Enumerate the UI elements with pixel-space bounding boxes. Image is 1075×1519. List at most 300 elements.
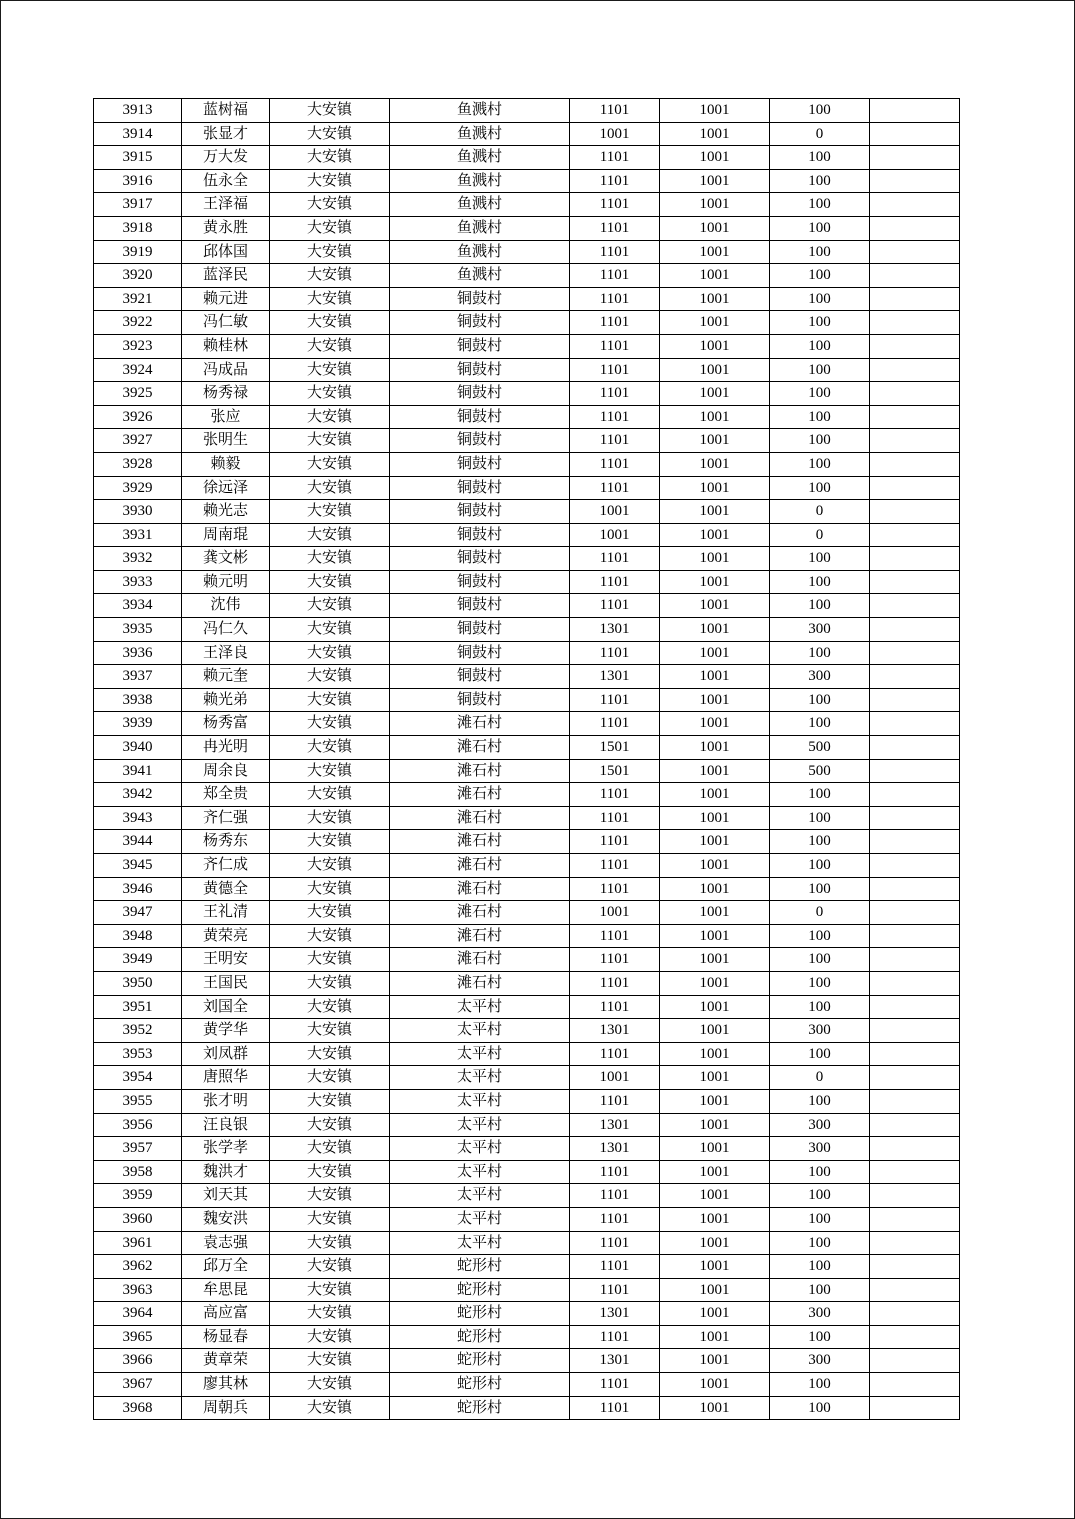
- table-row: [94, 854, 960, 878]
- cell-village: 铜鼓村: [390, 594, 570, 618]
- cell-village: 滩石村: [390, 783, 570, 807]
- cell-town: 大安镇: [270, 594, 390, 618]
- cell-amount: 100: [770, 216, 870, 240]
- cell-village: 滩石村: [390, 736, 570, 760]
- cell-serial: 3937: [94, 665, 182, 689]
- cell-code1: 1101: [570, 971, 660, 995]
- cell-amount: 100: [770, 146, 870, 170]
- cell-code1: 1101: [570, 358, 660, 382]
- table-row: [94, 712, 960, 736]
- cell-blank: [870, 1137, 960, 1161]
- cell-code1: 1301: [570, 1019, 660, 1043]
- cell-name: 龚文彬: [182, 547, 270, 571]
- cell-code1: 1101: [570, 1184, 660, 1208]
- cell-code2: 1001: [660, 1042, 770, 1066]
- cell-code2: 1001: [660, 1066, 770, 1090]
- cell-code2: 1001: [660, 1278, 770, 1302]
- cell-code1: 1101: [570, 688, 660, 712]
- cell-serial: 3947: [94, 901, 182, 925]
- cell-town: 大安镇: [270, 1278, 390, 1302]
- cell-amount: 100: [770, 193, 870, 217]
- table-row: [94, 806, 960, 830]
- cell-blank: [870, 1113, 960, 1137]
- cell-town: 大安镇: [270, 1349, 390, 1373]
- table-row: [94, 547, 960, 571]
- cell-name: 杨秀富: [182, 712, 270, 736]
- cell-code1: 1101: [570, 334, 660, 358]
- cell-code2: 1001: [660, 429, 770, 453]
- cell-code2: 1001: [660, 382, 770, 406]
- cell-serial: 3957: [94, 1137, 182, 1161]
- cell-blank: [870, 358, 960, 382]
- cell-blank: [870, 382, 960, 406]
- cell-code2: 1001: [660, 901, 770, 925]
- cell-code1: 1101: [570, 948, 660, 972]
- cell-code2: 1001: [660, 712, 770, 736]
- cell-serial: 3942: [94, 783, 182, 807]
- cell-name: 张学孝: [182, 1137, 270, 1161]
- cell-code2: 1001: [660, 971, 770, 995]
- cell-blank: [870, 688, 960, 712]
- cell-name: 张显才: [182, 122, 270, 146]
- cell-serial: 3923: [94, 334, 182, 358]
- cell-town: 大安镇: [270, 665, 390, 689]
- cell-code1: 1101: [570, 1255, 660, 1279]
- cell-code1: 1301: [570, 618, 660, 642]
- cell-code1: 1001: [570, 500, 660, 524]
- cell-code2: 1001: [660, 1184, 770, 1208]
- cell-town: 大安镇: [270, 1373, 390, 1397]
- cell-code2: 1001: [660, 122, 770, 146]
- cell-code2: 1001: [660, 806, 770, 830]
- cell-code1: 1301: [570, 1349, 660, 1373]
- cell-blank: [870, 594, 960, 618]
- cell-code2: 1001: [660, 1373, 770, 1397]
- cell-name: 黄章荣: [182, 1349, 270, 1373]
- cell-village: 铜鼓村: [390, 429, 570, 453]
- cell-blank: [870, 665, 960, 689]
- cell-town: 大安镇: [270, 901, 390, 925]
- cell-code2: 1001: [660, 665, 770, 689]
- cell-town: 大安镇: [270, 1302, 390, 1326]
- cell-town: 大安镇: [270, 193, 390, 217]
- cell-code2: 1001: [660, 358, 770, 382]
- table-row: [94, 1207, 960, 1231]
- cell-name: 张才明: [182, 1089, 270, 1113]
- table-row: [94, 594, 960, 618]
- cell-town: 大安镇: [270, 1396, 390, 1420]
- cell-code1: 1101: [570, 995, 660, 1019]
- cell-name: 张明生: [182, 429, 270, 453]
- cell-town: 大安镇: [270, 806, 390, 830]
- cell-name: 王国民: [182, 971, 270, 995]
- cell-town: 大安镇: [270, 500, 390, 524]
- cell-blank: [870, 1019, 960, 1043]
- cell-name: 邱体国: [182, 240, 270, 264]
- cell-town: 大安镇: [270, 476, 390, 500]
- cell-code2: 1001: [660, 854, 770, 878]
- cell-village: 铜鼓村: [390, 523, 570, 547]
- cell-name: 刘天其: [182, 1184, 270, 1208]
- cell-blank: [870, 1325, 960, 1349]
- cell-amount: 300: [770, 618, 870, 642]
- cell-town: 大安镇: [270, 783, 390, 807]
- cell-village: 铜鼓村: [390, 570, 570, 594]
- table-body: [94, 99, 960, 1420]
- cell-blank: [870, 1278, 960, 1302]
- cell-amount: 100: [770, 877, 870, 901]
- cell-code2: 1001: [660, 146, 770, 170]
- roster-table-container: [93, 98, 960, 1420]
- cell-code1: 1101: [570, 311, 660, 335]
- cell-village: 滩石村: [390, 806, 570, 830]
- cell-serial: 3946: [94, 877, 182, 901]
- table-row: [94, 759, 960, 783]
- cell-town: 大安镇: [270, 405, 390, 429]
- cell-code1: 1101: [570, 1373, 660, 1397]
- cell-blank: [870, 193, 960, 217]
- cell-serial: 3944: [94, 830, 182, 854]
- cell-amount: 100: [770, 240, 870, 264]
- cell-name: 黄学华: [182, 1019, 270, 1043]
- cell-blank: [870, 854, 960, 878]
- cell-town: 大安镇: [270, 169, 390, 193]
- table-row: [94, 1373, 960, 1397]
- cell-name: 齐仁成: [182, 854, 270, 878]
- cell-name: 廖其林: [182, 1373, 270, 1397]
- cell-name: 赖元奎: [182, 665, 270, 689]
- cell-serial: 3961: [94, 1231, 182, 1255]
- cell-name: 赖光志: [182, 500, 270, 524]
- cell-serial: 3924: [94, 358, 182, 382]
- cell-serial: 3968: [94, 1396, 182, 1420]
- cell-town: 大安镇: [270, 1184, 390, 1208]
- cell-code1: 1101: [570, 1278, 660, 1302]
- table-row: [94, 1184, 960, 1208]
- cell-village: 太平村: [390, 1042, 570, 1066]
- cell-village: 铜鼓村: [390, 452, 570, 476]
- cell-amount: 100: [770, 995, 870, 1019]
- cell-town: 大安镇: [270, 122, 390, 146]
- cell-village: 铜鼓村: [390, 334, 570, 358]
- cell-serial: 3930: [94, 500, 182, 524]
- cell-village: 滩石村: [390, 948, 570, 972]
- cell-name: 冯仁敏: [182, 311, 270, 335]
- cell-amount: 100: [770, 1396, 870, 1420]
- cell-name: 刘凤群: [182, 1042, 270, 1066]
- cell-name: 蓝泽民: [182, 264, 270, 288]
- cell-code2: 1001: [660, 216, 770, 240]
- cell-amount: 100: [770, 311, 870, 335]
- cell-town: 大安镇: [270, 641, 390, 665]
- cell-code1: 1101: [570, 287, 660, 311]
- cell-amount: 100: [770, 169, 870, 193]
- cell-village: 太平村: [390, 1089, 570, 1113]
- cell-village: 滩石村: [390, 924, 570, 948]
- cell-code2: 1001: [660, 1160, 770, 1184]
- cell-code2: 1001: [660, 736, 770, 760]
- cell-village: 鱼溅村: [390, 193, 570, 217]
- cell-blank: [870, 146, 960, 170]
- table-row: [94, 901, 960, 925]
- cell-town: 大安镇: [270, 948, 390, 972]
- cell-blank: [870, 287, 960, 311]
- cell-code2: 1001: [660, 1113, 770, 1137]
- table-row: [94, 264, 960, 288]
- cell-blank: [870, 240, 960, 264]
- cell-amount: 0: [770, 1066, 870, 1090]
- cell-amount: 100: [770, 1255, 870, 1279]
- cell-name: 冯成品: [182, 358, 270, 382]
- table-row: [94, 240, 960, 264]
- cell-village: 铜鼓村: [390, 358, 570, 382]
- table-row: [94, 334, 960, 358]
- cell-name: 黄德全: [182, 877, 270, 901]
- cell-town: 大安镇: [270, 1066, 390, 1090]
- cell-code2: 1001: [660, 759, 770, 783]
- cell-code2: 1001: [660, 452, 770, 476]
- table-row: [94, 1255, 960, 1279]
- cell-code1: 1101: [570, 783, 660, 807]
- cell-amount: 100: [770, 264, 870, 288]
- cell-serial: 3932: [94, 547, 182, 571]
- cell-amount: 100: [770, 712, 870, 736]
- cell-name: 周朝兵: [182, 1396, 270, 1420]
- table-row: [94, 1278, 960, 1302]
- cell-name: 魏洪才: [182, 1160, 270, 1184]
- cell-amount: 300: [770, 1019, 870, 1043]
- table-row: [94, 523, 960, 547]
- table-row: [94, 1019, 960, 1043]
- cell-town: 大安镇: [270, 688, 390, 712]
- cell-blank: [870, 901, 960, 925]
- cell-code2: 1001: [660, 594, 770, 618]
- cell-code1: 1101: [570, 1042, 660, 1066]
- cell-village: 铜鼓村: [390, 500, 570, 524]
- cell-name: 黄荣亮: [182, 924, 270, 948]
- table-row: [94, 1349, 960, 1373]
- cell-name: 王泽良: [182, 641, 270, 665]
- cell-code1: 1101: [570, 924, 660, 948]
- cell-code2: 1001: [660, 1137, 770, 1161]
- cell-code2: 1001: [660, 240, 770, 264]
- table-row: [94, 146, 960, 170]
- cell-village: 铜鼓村: [390, 641, 570, 665]
- cell-code2: 1001: [660, 476, 770, 500]
- cell-blank: [870, 806, 960, 830]
- cell-serial: 3958: [94, 1160, 182, 1184]
- cell-blank: [870, 1184, 960, 1208]
- cell-serial: 3915: [94, 146, 182, 170]
- cell-amount: 0: [770, 523, 870, 547]
- table-row: [94, 1302, 960, 1326]
- cell-name: 杨秀东: [182, 830, 270, 854]
- cell-amount: 100: [770, 570, 870, 594]
- cell-blank: [870, 712, 960, 736]
- cell-blank: [870, 547, 960, 571]
- cell-blank: [870, 429, 960, 453]
- cell-name: 伍永全: [182, 169, 270, 193]
- cell-town: 大安镇: [270, 240, 390, 264]
- cell-town: 大安镇: [270, 877, 390, 901]
- table-row: [94, 476, 960, 500]
- cell-blank: [870, 830, 960, 854]
- cell-town: 大安镇: [270, 1137, 390, 1161]
- table-row: [94, 405, 960, 429]
- cell-blank: [870, 122, 960, 146]
- cell-village: 铜鼓村: [390, 405, 570, 429]
- table-row: [94, 1396, 960, 1420]
- cell-name: 高应富: [182, 1302, 270, 1326]
- table-row: [94, 783, 960, 807]
- cell-blank: [870, 1066, 960, 1090]
- cell-blank: [870, 877, 960, 901]
- cell-serial: 3936: [94, 641, 182, 665]
- table-row: [94, 618, 960, 642]
- cell-blank: [870, 1089, 960, 1113]
- cell-serial: 3927: [94, 429, 182, 453]
- table-row: [94, 287, 960, 311]
- cell-code2: 1001: [660, 1019, 770, 1043]
- cell-code1: 1301: [570, 665, 660, 689]
- table-row: [94, 830, 960, 854]
- cell-village: 太平村: [390, 1113, 570, 1137]
- cell-code1: 1101: [570, 594, 660, 618]
- table-row: [94, 122, 960, 146]
- cell-name: 冉光明: [182, 736, 270, 760]
- cell-town: 大安镇: [270, 216, 390, 240]
- cell-name: 邱万全: [182, 1255, 270, 1279]
- cell-name: 赖元进: [182, 287, 270, 311]
- cell-town: 大安镇: [270, 854, 390, 878]
- cell-code2: 1001: [660, 618, 770, 642]
- cell-code1: 1101: [570, 169, 660, 193]
- table-row: [94, 1231, 960, 1255]
- cell-amount: 100: [770, 1089, 870, 1113]
- cell-serial: 3917: [94, 193, 182, 217]
- cell-code2: 1001: [660, 1231, 770, 1255]
- cell-village: 鱼溅村: [390, 169, 570, 193]
- cell-amount: 300: [770, 665, 870, 689]
- cell-code2: 1001: [660, 641, 770, 665]
- cell-amount: 100: [770, 806, 870, 830]
- cell-name: 周南琨: [182, 523, 270, 547]
- cell-blank: [870, 641, 960, 665]
- cell-blank: [870, 334, 960, 358]
- cell-code2: 1001: [660, 1089, 770, 1113]
- cell-blank: [870, 1373, 960, 1397]
- cell-code1: 1101: [570, 877, 660, 901]
- cell-town: 大安镇: [270, 1325, 390, 1349]
- cell-name: 沈伟: [182, 594, 270, 618]
- cell-serial: 3954: [94, 1066, 182, 1090]
- cell-town: 大安镇: [270, 736, 390, 760]
- cell-town: 大安镇: [270, 547, 390, 571]
- cell-amount: 100: [770, 99, 870, 123]
- cell-amount: 0: [770, 901, 870, 925]
- cell-name: 徐远泽: [182, 476, 270, 500]
- cell-blank: [870, 948, 960, 972]
- cell-name: 王礼清: [182, 901, 270, 925]
- cell-amount: 300: [770, 1349, 870, 1373]
- cell-amount: 100: [770, 948, 870, 972]
- cell-name: 齐仁强: [182, 806, 270, 830]
- cell-serial: 3956: [94, 1113, 182, 1137]
- cell-town: 大安镇: [270, 99, 390, 123]
- cell-village: 滩石村: [390, 712, 570, 736]
- table-row: [94, 995, 960, 1019]
- cell-amount: 100: [770, 452, 870, 476]
- cell-code1: 1101: [570, 476, 660, 500]
- table-row: [94, 736, 960, 760]
- cell-code1: 1101: [570, 854, 660, 878]
- cell-code1: 1101: [570, 1089, 660, 1113]
- cell-serial: 3920: [94, 264, 182, 288]
- cell-amount: 100: [770, 688, 870, 712]
- table-row: [94, 358, 960, 382]
- cell-village: 太平村: [390, 1231, 570, 1255]
- table-row: [94, 924, 960, 948]
- roster-table: [93, 98, 960, 1420]
- table-row: [94, 452, 960, 476]
- cell-town: 大安镇: [270, 287, 390, 311]
- cell-blank: [870, 759, 960, 783]
- cell-town: 大安镇: [270, 1019, 390, 1043]
- cell-village: 太平村: [390, 1207, 570, 1231]
- cell-village: 鱼溅村: [390, 264, 570, 288]
- cell-code1: 1301: [570, 1137, 660, 1161]
- cell-serial: 3959: [94, 1184, 182, 1208]
- cell-village: 蛇形村: [390, 1302, 570, 1326]
- cell-code1: 1501: [570, 759, 660, 783]
- cell-name: 赖光弟: [182, 688, 270, 712]
- cell-amount: 100: [770, 924, 870, 948]
- cell-blank: [870, 405, 960, 429]
- cell-code2: 1001: [660, 570, 770, 594]
- cell-code1: 1101: [570, 1207, 660, 1231]
- cell-serial: 3967: [94, 1373, 182, 1397]
- cell-village: 滩石村: [390, 830, 570, 854]
- cell-code2: 1001: [660, 169, 770, 193]
- cell-code2: 1001: [660, 1207, 770, 1231]
- cell-serial: 3949: [94, 948, 182, 972]
- cell-blank: [870, 1207, 960, 1231]
- cell-village: 蛇形村: [390, 1349, 570, 1373]
- cell-amount: 100: [770, 1278, 870, 1302]
- cell-name: 王明安: [182, 948, 270, 972]
- table-row: [94, 169, 960, 193]
- cell-blank: [870, 216, 960, 240]
- cell-village: 滩石村: [390, 901, 570, 925]
- cell-serial: 3925: [94, 382, 182, 406]
- cell-amount: 100: [770, 1042, 870, 1066]
- cell-code2: 1001: [660, 547, 770, 571]
- cell-amount: 100: [770, 287, 870, 311]
- cell-amount: 100: [770, 830, 870, 854]
- cell-amount: 500: [770, 736, 870, 760]
- cell-amount: 100: [770, 1231, 870, 1255]
- cell-serial: 3941: [94, 759, 182, 783]
- cell-code2: 1001: [660, 948, 770, 972]
- cell-village: 鱼溅村: [390, 240, 570, 264]
- table-row: [94, 948, 960, 972]
- cell-code1: 1301: [570, 1113, 660, 1137]
- cell-blank: [870, 99, 960, 123]
- cell-serial: 3933: [94, 570, 182, 594]
- cell-town: 大安镇: [270, 382, 390, 406]
- cell-name: 王泽福: [182, 193, 270, 217]
- cell-village: 太平村: [390, 1137, 570, 1161]
